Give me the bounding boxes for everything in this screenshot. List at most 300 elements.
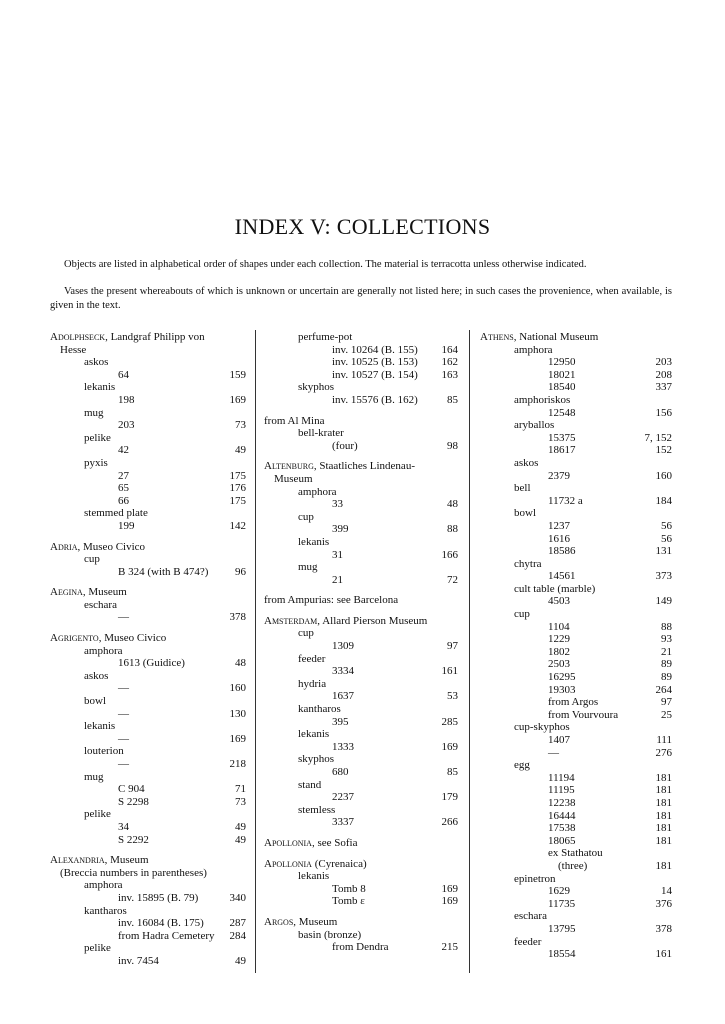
shape-entry: [264, 703, 458, 716]
entry-label: 2379: [548, 469, 570, 482]
shape-entry: [50, 599, 246, 612]
index-entry: [480, 822, 672, 835]
index-entry: [480, 948, 672, 961]
index-entry: [50, 611, 246, 624]
entry-label: B 324 (with B 474?): [118, 565, 209, 578]
entry-label: bowl: [514, 507, 536, 520]
index-entry: [480, 772, 672, 785]
index-entry: [50, 758, 246, 771]
page-reference: 166: [441, 548, 458, 561]
page-reference: 7, 152: [644, 431, 672, 444]
page-reference: 215: [441, 941, 458, 954]
index-entry: [264, 766, 458, 779]
index-entry: [50, 682, 246, 695]
entry-label: 66: [118, 494, 129, 507]
entry-label: Alexandria, Museum: [50, 854, 149, 867]
page-reference: 181: [655, 834, 672, 847]
entry-label: egg: [514, 759, 530, 772]
entry-label: 31: [332, 548, 343, 561]
entry-label: C 904: [118, 783, 145, 796]
collection-heading: [50, 541, 246, 554]
entry-label: 18540: [548, 381, 576, 394]
index-column-2: [264, 331, 458, 954]
entry-label: askos: [514, 456, 539, 469]
page-reference: 156: [655, 406, 672, 419]
entry-label: amphora: [298, 485, 337, 498]
entry-label: 15375: [548, 431, 576, 444]
shape-entry: [50, 695, 246, 708]
entry-label: 12548: [548, 406, 576, 419]
entry-label: 42: [118, 444, 129, 457]
index-entry: [50, 344, 246, 357]
entry-label: 18554: [548, 948, 576, 961]
shape-entry: [480, 910, 672, 923]
entry-label: aryballos: [514, 419, 555, 432]
collection-heading: [264, 837, 458, 850]
index-entry: [480, 432, 672, 445]
index-entry: [50, 892, 246, 905]
shape-entry: [50, 356, 246, 369]
shape-entry: [50, 645, 246, 658]
collection-heading: [264, 858, 458, 871]
index-entry: [264, 394, 458, 407]
page-reference: 160: [229, 682, 246, 695]
index-entry: [50, 867, 246, 880]
index-entry: [480, 684, 672, 697]
entry-label: Museum: [274, 472, 313, 485]
entry-label: 1637: [332, 690, 354, 703]
page-reference: 208: [655, 368, 672, 381]
index-entry: [50, 821, 246, 834]
page-reference: 179: [441, 791, 458, 804]
column-divider: [469, 330, 470, 973]
page-reference: 73: [235, 795, 246, 808]
entry-label: 3334: [332, 665, 354, 678]
page-reference: 89: [661, 671, 672, 684]
entry-label: from Vourvoura: [548, 708, 619, 721]
index-entry: [264, 369, 458, 382]
entry-label: chytra: [514, 557, 542, 570]
entry-label: 1613 (Guidice): [118, 657, 185, 670]
entry-label: lekanis: [298, 870, 330, 883]
index-entry: [50, 955, 246, 968]
shape-entry: [50, 942, 246, 955]
entry-label: Argos, Museum: [264, 915, 338, 928]
entry-label: 16444: [548, 809, 576, 822]
index-entry: [50, 419, 246, 432]
page-title: INDEX V: COLLECTIONS: [234, 214, 491, 239]
entry-label: —: [118, 707, 129, 720]
entry-label: lekanis: [84, 720, 116, 733]
page-reference: 276: [655, 746, 672, 759]
index-entry: [50, 566, 246, 579]
entry-label: stand: [298, 778, 322, 791]
entry-label: amphora: [84, 644, 123, 657]
page-reference: 49: [235, 444, 246, 457]
page-reference: 175: [229, 469, 246, 482]
page-reference: 161: [655, 948, 672, 961]
entry-label: 399: [332, 523, 349, 536]
entry-label: 21: [332, 573, 343, 586]
index-entry: [264, 473, 458, 486]
column-divider: [255, 330, 256, 973]
shape-entry: [480, 873, 672, 886]
index-entry: [264, 741, 458, 754]
shape-entry: [480, 721, 672, 734]
index-entry: [480, 810, 672, 823]
page-reference: 162: [441, 356, 458, 369]
entry-label: kantharos: [84, 904, 127, 917]
shape-entry: [264, 678, 458, 691]
entry-label: 680: [332, 766, 349, 778]
shape-entry: [50, 879, 246, 892]
entry-label: —: [118, 611, 129, 624]
page-reference: 72: [447, 573, 458, 586]
entry-label: inv. 15576 (B. 162): [332, 393, 418, 406]
entry-label: inv. 15895 (B. 79): [118, 891, 199, 904]
shape-entry: [480, 394, 672, 407]
index-entry: [264, 498, 458, 511]
entry-label: from Hadra Cemetery: [118, 929, 215, 942]
shape-entry: [480, 507, 672, 520]
entry-label: (four): [332, 439, 358, 452]
entry-label: mug: [298, 561, 318, 574]
page-reference: 181: [655, 809, 672, 822]
page-reference: 169: [441, 895, 458, 908]
index-entry: [480, 444, 672, 457]
index-entry: [480, 356, 672, 369]
shape-entry: [480, 457, 672, 470]
entry-label: bowl: [84, 695, 106, 708]
page-reference: 96: [235, 565, 246, 578]
shape-entry: [50, 808, 246, 821]
page-reference: 56: [661, 519, 672, 532]
entry-label: mug: [84, 406, 104, 419]
entry-label: amphoriskos: [514, 393, 571, 406]
index-entry: [264, 574, 458, 587]
shape-entry: [480, 936, 672, 949]
shape-entry: [50, 553, 246, 566]
page-reference: 56: [661, 532, 672, 545]
page-reference: 98: [447, 439, 458, 452]
entry-label: skyphos: [298, 381, 335, 394]
entry-label: 11732 a: [548, 494, 583, 507]
index-column-3: [480, 331, 672, 961]
entry-label: Athens, National Museum: [480, 331, 599, 343]
page-reference: 181: [655, 796, 672, 809]
entry-label: 1237: [548, 519, 570, 532]
index-entry: [480, 533, 672, 546]
entry-label: Aegina, Museum: [50, 586, 127, 599]
entry-label: 27: [118, 469, 129, 482]
page-reference: 287: [229, 917, 246, 930]
shape-entry: [480, 419, 672, 432]
page-reference: 88: [447, 523, 458, 536]
intro-paragraph-2: Vases the present whereabouts of which is unknown or uncertain are generally not listed here; in such cases the provenience, when available, is given in the text.: [50, 286, 672, 311]
shape-entry: [264, 804, 458, 817]
shape-entry: [264, 929, 458, 942]
entry-label: S 2298: [118, 795, 149, 808]
entry-label: 11194: [548, 771, 575, 784]
entry-label: 18586: [548, 545, 576, 558]
shape-entry: [264, 331, 458, 344]
entry-label: stemmed plate: [84, 507, 148, 520]
index-entry: [50, 495, 246, 508]
page-reference: 378: [229, 611, 246, 624]
shape-entry: [50, 745, 246, 758]
entry-label: 199: [118, 519, 135, 532]
entry-label: 11195: [548, 784, 575, 797]
shape-entry: [264, 870, 458, 883]
index-entry: [264, 440, 458, 453]
entry-label: eschara: [514, 910, 547, 923]
shape-entry: [480, 344, 672, 357]
page-reference: 284: [229, 929, 246, 942]
index-entry: [50, 444, 246, 457]
entry-label: 2503: [548, 658, 570, 671]
entry-label: 1104: [548, 620, 570, 633]
shape-entry: [264, 627, 458, 640]
entry-label: 1309: [332, 640, 354, 653]
page-reference: 149: [655, 595, 672, 608]
index-entry: [264, 690, 458, 703]
index-entry: [480, 658, 672, 671]
page-reference: 337: [655, 381, 672, 394]
page-reference: 97: [661, 696, 672, 709]
entry-label: 11735: [548, 897, 576, 910]
entry-label: lekanis: [298, 535, 330, 548]
entry-label: from Dendra: [332, 941, 389, 954]
index-entry: [50, 520, 246, 533]
shape-entry: [50, 407, 246, 420]
shape-entry: [264, 511, 458, 524]
entry-label: epinetron: [514, 872, 556, 885]
entry-label: bell: [514, 482, 531, 495]
page-reference: 340: [229, 891, 246, 904]
entry-label: 14561: [548, 570, 576, 583]
shape-entry: [50, 720, 246, 733]
shape-entry: [480, 608, 672, 621]
page-reference: 264: [655, 683, 672, 696]
index-entry: [264, 883, 458, 896]
shape-entry: [480, 558, 672, 571]
page-reference: 181: [655, 859, 672, 872]
entry-label: cup: [298, 627, 314, 640]
shape-entry: [264, 653, 458, 666]
entry-label: —: [118, 682, 129, 695]
entry-label: (three): [558, 859, 588, 872]
index-entry: [264, 941, 458, 954]
page-reference: 152: [655, 444, 672, 457]
entry-label: 33: [332, 498, 343, 511]
entry-label: Apollonia, see Sofia: [264, 836, 358, 849]
page-reference: 176: [229, 482, 246, 495]
index-entry: [264, 356, 458, 369]
entry-label: 13795: [548, 922, 576, 935]
entry-label: eschara: [84, 598, 117, 611]
entry-label: ex Stathatou: [548, 847, 603, 860]
entry-label: (Breccia numbers in parentheses): [60, 866, 207, 879]
entry-label: skyphos: [298, 753, 335, 766]
entry-label: 1333: [332, 740, 354, 753]
entry-label: kantharos: [298, 703, 341, 716]
index-entry: [264, 523, 458, 536]
index-entry: [50, 917, 246, 930]
entry-label: 12950: [548, 356, 576, 369]
page-reference: 14: [661, 885, 672, 898]
entry-label: inv. 7454: [118, 954, 159, 967]
index-entry: [50, 394, 246, 407]
page-reference: 89: [661, 658, 672, 671]
entry-label: feeder: [514, 935, 542, 948]
entry-label: 18021: [548, 368, 576, 381]
index-entry: [480, 545, 672, 558]
entry-label: from Ampurias: see Barcelona: [264, 594, 399, 607]
shape-entry: [480, 583, 672, 596]
index-entry: [50, 783, 246, 796]
entry-label: Adria, Museo Civico: [50, 540, 146, 553]
page-reference: 159: [229, 368, 246, 381]
entry-label: 198: [118, 393, 135, 406]
index-entry: [50, 657, 246, 670]
page-reference: 85: [447, 393, 458, 406]
index-entry: [480, 847, 672, 860]
entry-label: 2237: [332, 791, 354, 804]
entry-label: 1629: [548, 885, 570, 898]
entry-label: 1802: [548, 645, 570, 658]
entry-label: basin (bronze): [298, 928, 362, 941]
index-column-1: [50, 331, 246, 968]
entry-label: bell-krater: [298, 427, 344, 440]
page-reference: 169: [441, 740, 458, 753]
index-entry: [264, 665, 458, 678]
entry-label: 19303: [548, 683, 576, 696]
index-entry: [264, 791, 458, 804]
page-reference: 285: [441, 715, 458, 728]
index-entry: [50, 708, 246, 721]
entry-label: cup: [84, 553, 100, 566]
index-entry: [50, 470, 246, 483]
shape-entry: [264, 561, 458, 574]
shape-entry: [50, 381, 246, 394]
entry-label: from Argos: [548, 696, 599, 709]
entry-label: cult table (marble): [514, 582, 596, 595]
index-entry: [480, 747, 672, 760]
page-reference: 184: [655, 494, 672, 507]
entry-label: —: [118, 732, 129, 745]
index-entry: [50, 834, 246, 847]
index-entry: [480, 495, 672, 508]
entry-label: Hesse: [60, 343, 87, 356]
page-reference: 49: [235, 833, 246, 846]
entry-label: Tomb 8: [332, 882, 366, 895]
index-entry: [480, 369, 672, 382]
page-reference: 181: [655, 822, 672, 835]
entry-label: 4503: [548, 595, 570, 608]
entry-label: stemless: [298, 803, 336, 816]
entry-label: Tomb ε: [332, 895, 365, 908]
entry-label: amphora: [84, 879, 123, 892]
page-reference: 373: [655, 570, 672, 583]
collection-heading: [50, 586, 246, 599]
index-entry: [480, 860, 672, 873]
index-entry: [480, 621, 672, 634]
page-reference: 169: [441, 882, 458, 895]
index-entry: [480, 734, 672, 747]
index-entry: [480, 835, 672, 848]
entry-label: 1616: [548, 532, 570, 545]
shape-entry: [50, 670, 246, 683]
index-entry: [480, 923, 672, 936]
page-reference: 130: [229, 707, 246, 720]
page-reference: 181: [655, 784, 672, 797]
index-entry: [480, 520, 672, 533]
shape-entry: [264, 536, 458, 549]
page-reference: 111: [656, 734, 672, 746]
index-entry: [480, 885, 672, 898]
index-entry: [480, 784, 672, 797]
entry-label: askos: [84, 669, 109, 682]
shape-entry: [264, 779, 458, 792]
index-entry: [50, 930, 246, 943]
entry-label: pelike: [84, 431, 111, 444]
index-entry: [480, 407, 672, 420]
collection-heading: [264, 916, 458, 929]
index-entry: [480, 709, 672, 722]
entry-label: lekanis: [298, 728, 330, 741]
shape-entry: [50, 457, 246, 470]
entry-label: pelike: [84, 942, 111, 955]
page-reference: 131: [655, 545, 672, 558]
page-reference: 376: [655, 897, 672, 910]
shape-entry: [480, 759, 672, 772]
index-entry: [480, 595, 672, 608]
entry-label: 18065: [548, 834, 576, 847]
collection-heading: [50, 854, 246, 867]
entry-label: inv. 10264 (B. 155): [332, 343, 418, 356]
entry-label: 34: [118, 820, 129, 833]
collection-heading: [50, 331, 246, 344]
page-reference: 88: [661, 620, 672, 633]
entry-label: cup-skyphos: [514, 721, 570, 734]
index-entry: [264, 640, 458, 653]
entry-label: inv. 10527 (B. 154): [332, 368, 418, 381]
entry-label: S 2292: [118, 833, 149, 846]
page-reference: 49: [235, 820, 246, 833]
entry-label: hydria: [298, 677, 327, 690]
page-reference: 73: [235, 419, 246, 432]
page-reference: 93: [661, 633, 672, 646]
entry-label: —: [548, 746, 559, 759]
page-reference: 85: [447, 766, 458, 778]
shape-entry: [264, 486, 458, 499]
entry-label: Adolphseck, Landgraf Philipp von: [50, 331, 205, 343]
entry-label: 395: [332, 715, 349, 728]
index-entry: [264, 895, 458, 908]
shape-entry: [264, 728, 458, 741]
index-entry: [264, 344, 458, 357]
shape-entry: [264, 753, 458, 766]
index-entry: [480, 671, 672, 684]
index-entry: [264, 594, 458, 607]
entry-label: pelike: [84, 808, 111, 821]
page-reference: 181: [655, 771, 672, 784]
index-entry: [480, 646, 672, 659]
page-reference: 49: [235, 954, 246, 967]
page-reference: 169: [229, 732, 246, 745]
index-entry: [480, 633, 672, 646]
index-entry: [480, 470, 672, 483]
